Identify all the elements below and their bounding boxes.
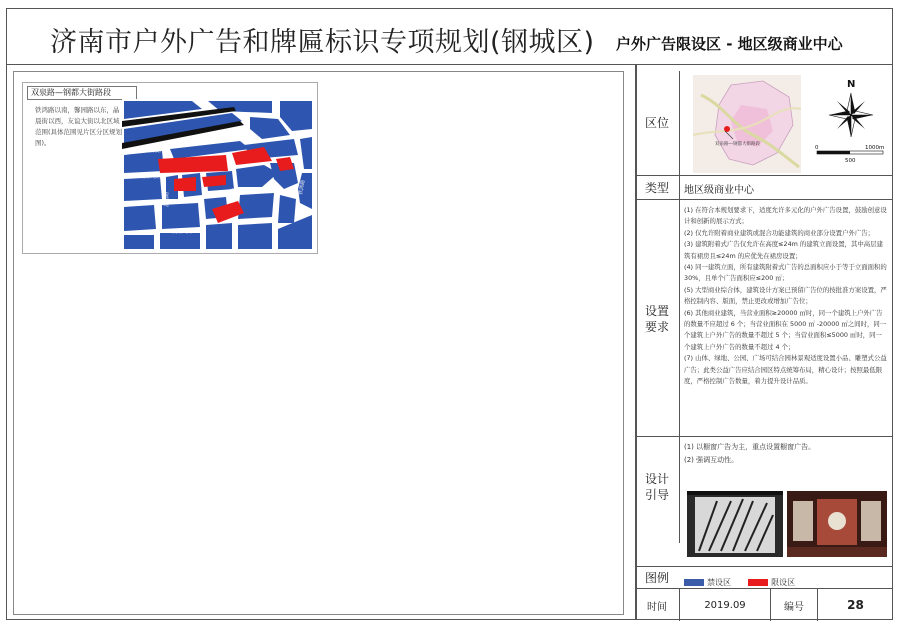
guidance-row xyxy=(635,436,893,566)
requirement-item: (6) 其他商业建筑，当营业面积≥20000 ㎡时，同一个建筑上户外广告的数量不应超过 6 个；当营业面积在 5000 ㎡ -20000 ㎡之间时，同一个建筑上户外广告的数量不超过 5 个；当营业面积≤5000 ㎡时，同一个建筑上户外广告的数量不超过 4 个； xyxy=(684,308,887,351)
guidance-list xyxy=(684,441,888,467)
svg-text:500: 500 xyxy=(845,158,856,164)
guidance-label: 设计引导 xyxy=(645,472,670,502)
number-value: 28 xyxy=(847,598,864,612)
location-map-caption: 双泉路—钢都大街路段 xyxy=(715,142,760,147)
requirement-item: (5) 大型商业综合体，建筑设计方案已预留广告位的按批准方案设置，严格控制内容、版面，禁止更改或增加广告位； xyxy=(684,285,887,306)
location-map xyxy=(693,75,801,173)
type-value: 地区级商业中心 xyxy=(684,185,754,196)
north-arrow-icon xyxy=(813,75,891,169)
road-label: 友谊大街 xyxy=(172,229,193,235)
panel-left-border xyxy=(635,64,637,620)
header-divider xyxy=(6,64,893,65)
road-label: 晶园路 xyxy=(164,191,170,207)
requirement-item: (1) 在符合本规划要求下，适度允许多元化的户外广告设置，鼓励创意设计和创新的展示方式； xyxy=(684,206,887,226)
requirements-row xyxy=(635,199,893,436)
location-label: 区位 xyxy=(644,116,669,130)
storefront-photo-left xyxy=(687,491,783,557)
legend-row xyxy=(635,566,893,588)
requirement-item: (7) 山体、绿地、公园、广场可结合园林景观适度设置小品、雕塑式公益广告；此类公益广告应结合园区特点统筹布局，精心设计；按照最低限度，严格控制广告数量，着力提升设计品质。 xyxy=(684,354,887,386)
type-row xyxy=(635,175,893,199)
guidance-item: (1) 以橱窗广告为主，重点设置橱窗广告。 xyxy=(684,443,816,451)
requirements-list xyxy=(684,205,888,388)
storefront-photo-right xyxy=(787,491,887,557)
site-map xyxy=(122,99,314,251)
map-description: 铁鸿路以南，馨园路以东，晶晨街以西，友谊大街以北区域范围(具体范围见片区分区规划图)。 xyxy=(35,106,123,147)
number-label: 编号 xyxy=(784,601,804,613)
guidance-item: (2) 强调互动性。 xyxy=(684,456,739,464)
legend-text-prohibited: 禁设区 xyxy=(707,578,731,587)
legend-swatch-restricted xyxy=(748,579,768,586)
page-title: 济南市户外广告和牌匾标识专项规划(钢城区) xyxy=(50,27,595,58)
map-card-title: 双泉路—钢都大街路段 xyxy=(27,86,137,100)
requirement-item: (4) 同一建筑立面，所有建筑附着式广告的总面积应小于等于立面面积的 30%，且单个广告面积应≤200 ㎡； xyxy=(684,263,887,283)
footer-row xyxy=(635,588,893,620)
info-panel xyxy=(635,71,893,620)
requirements-label: 设置要求 xyxy=(645,303,670,334)
legend-swatch-prohibited xyxy=(684,579,704,586)
svg-text:0: 0 xyxy=(815,145,819,151)
type-label: 类型 xyxy=(644,181,669,195)
time-label: 时间 xyxy=(647,601,667,613)
road-label: 利民路 xyxy=(230,187,236,203)
requirement-item: (3) 建筑附着式广告仅允许在高度≤24m 的建筑立面设置，其中高层建筑有裙房且≤24m 的应优先在裙房设置； xyxy=(684,240,883,260)
road-label: 钢都大街 xyxy=(140,174,161,180)
legend-text-restricted: 限设区 xyxy=(771,578,796,587)
legend-label: 图例 xyxy=(644,571,669,585)
svg-text:1000m: 1000m xyxy=(865,145,885,151)
location-row xyxy=(635,71,893,175)
scale-bar xyxy=(815,145,884,164)
page-subtitle: 户外广告限设区 - 地区级商业中心 xyxy=(616,35,843,53)
time-value: 2019.09 xyxy=(704,599,746,611)
requirement-item: (2) 仅允许附着商业建筑或混合功能建筑的商业部分设置户外广告； xyxy=(684,228,875,237)
site-map-card xyxy=(22,82,318,254)
svg-text:N: N xyxy=(847,79,856,90)
road-label: 铁鸿路 xyxy=(298,179,307,196)
road-label: 双泉路 xyxy=(146,148,162,154)
